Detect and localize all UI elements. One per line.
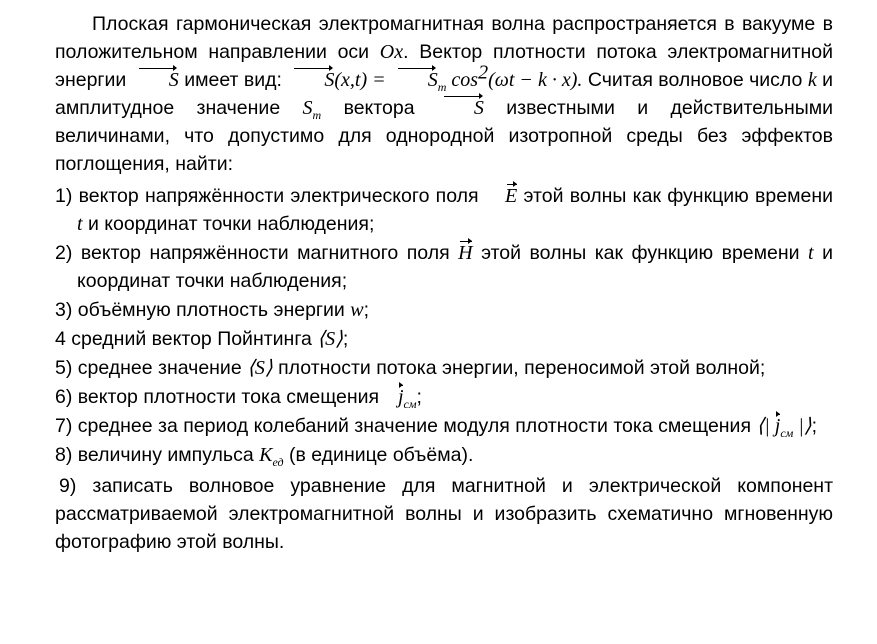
task-item-8 bbox=[55, 441, 833, 469]
task-item-6 bbox=[55, 383, 833, 411]
task-number: 8) bbox=[55, 444, 73, 466]
task-text: ; bbox=[342, 328, 349, 350]
amplitude-symbol-base: S bbox=[302, 97, 313, 119]
task-text: этой волны как функцию времени bbox=[523, 185, 833, 207]
task-text: величину импульса bbox=[77, 444, 254, 466]
momentum-density-symbol bbox=[259, 444, 284, 469]
task-number: 2) bbox=[55, 242, 73, 264]
intro-text-6: вектора bbox=[343, 97, 415, 119]
amplitude-symbol bbox=[302, 97, 322, 122]
task-text: ; bbox=[416, 386, 422, 408]
problem-text bbox=[55, 10, 833, 556]
poynting-vector-symbol: S bbox=[132, 66, 179, 94]
task-text: (в единице объёма). bbox=[288, 444, 474, 466]
problem-statement bbox=[55, 10, 833, 178]
task-text: ; bbox=[811, 415, 818, 437]
task-number: 4 bbox=[55, 328, 66, 350]
poynting-formula bbox=[287, 61, 583, 94]
task-text: плотности потока энергии, переносимой этой волной; bbox=[278, 357, 766, 379]
time-symbol: t bbox=[77, 213, 83, 235]
task-text: вектор напряжённости электрического поля bbox=[78, 185, 479, 207]
mean-energy-flux-symbol: ⟨S⟩ bbox=[247, 357, 273, 379]
task-text: средний вектор Пойнтинга bbox=[71, 328, 312, 350]
task-text: ; bbox=[363, 299, 370, 321]
task-text: этой волны как функцию времени bbox=[481, 242, 800, 264]
task-text: объёмную плотность энергии bbox=[77, 299, 345, 321]
intro-text-2: . Вектор плотности потока электромагнитной энергии bbox=[55, 41, 834, 91]
task-item-1 bbox=[55, 182, 833, 238]
electric-field-symbol: E bbox=[505, 182, 517, 210]
amplitude-symbol-sub: m bbox=[312, 108, 322, 122]
formula-func: cos bbox=[451, 69, 479, 91]
task-number: 7) bbox=[55, 415, 73, 437]
intro-text-4: Считая волновое число bbox=[587, 69, 803, 91]
task-number: 9) bbox=[59, 475, 77, 497]
intro-text-5: и амплитудное значение bbox=[55, 69, 834, 119]
task-text: вектор плотности тока смещения bbox=[77, 386, 380, 408]
formula-arg: (ωt − k · x). bbox=[488, 69, 583, 91]
task-item-5 bbox=[55, 354, 833, 382]
momentum-density-symbol-base: K bbox=[259, 444, 273, 466]
poynting-vector-symbol-2: S bbox=[437, 94, 484, 122]
axis-symbol: Ox bbox=[379, 41, 404, 63]
task-number: 6) bbox=[55, 386, 73, 408]
intro-text-7: известными и действительными величинами, что допустимо для однородной изотропной среды без эффектов поглощения, найти: bbox=[55, 97, 834, 175]
displacement-current-symbol bbox=[397, 386, 417, 411]
intro-text-3: имеет вид: bbox=[184, 69, 282, 91]
formula-amplitude-sub: m bbox=[437, 80, 447, 94]
mean-abs-displacement-current-sub: см bbox=[780, 426, 794, 440]
task-item-2 bbox=[55, 239, 833, 295]
task-number: 3) bbox=[55, 299, 73, 321]
task-text: записать волновое уравнение для магнитной и электрической компонент рассматриваемой электромагнитной волны и изобразить схематично мгновенную фотографию этой волны. bbox=[55, 475, 834, 553]
mean-abs-displacement-current-base: j bbox=[775, 412, 781, 440]
formula-amplitude: S bbox=[391, 66, 438, 94]
formula-lhs: S bbox=[287, 66, 334, 94]
task-text: и координат точки наблюдения; bbox=[77, 242, 833, 292]
formula-power: 2 bbox=[478, 61, 489, 84]
task-item-4 bbox=[55, 325, 833, 353]
task-text: среднее значение bbox=[77, 357, 242, 379]
time-symbol: t bbox=[808, 242, 814, 264]
magnetic-field-symbol: H bbox=[458, 239, 472, 267]
mean-poynting-vector-symbol: ⟨S⟩ bbox=[317, 328, 343, 350]
displacement-current-symbol-sub: см bbox=[403, 397, 417, 411]
task-text: и координат точки наблюдения; bbox=[87, 213, 375, 235]
energy-density-symbol: w bbox=[350, 299, 364, 321]
displacement-current-symbol-base: j bbox=[398, 383, 404, 411]
wavenumber-symbol: k bbox=[807, 69, 817, 91]
mean-abs-displacement-current-symbol: ⟨| $j_{см}$ |⟩ bbox=[756, 415, 811, 437]
formula-args: (x,t) = bbox=[334, 69, 386, 91]
task-item-7 bbox=[55, 412, 833, 440]
task-number: 1) bbox=[55, 185, 73, 207]
intro-text-1: Плоская гармоническая электромагнитная волна распространяется в вакууме в положительном направлении оси bbox=[55, 13, 833, 63]
task-item-9 bbox=[55, 472, 833, 556]
task-text: вектор напряжённости магнитного поля bbox=[80, 242, 450, 264]
task-number: 5) bbox=[55, 357, 73, 379]
momentum-density-symbol-sub: ед bbox=[272, 455, 284, 469]
task-text: среднее за период колебаний значение модуля плотности тока смещения bbox=[77, 415, 752, 437]
task-item-3 bbox=[55, 296, 833, 324]
